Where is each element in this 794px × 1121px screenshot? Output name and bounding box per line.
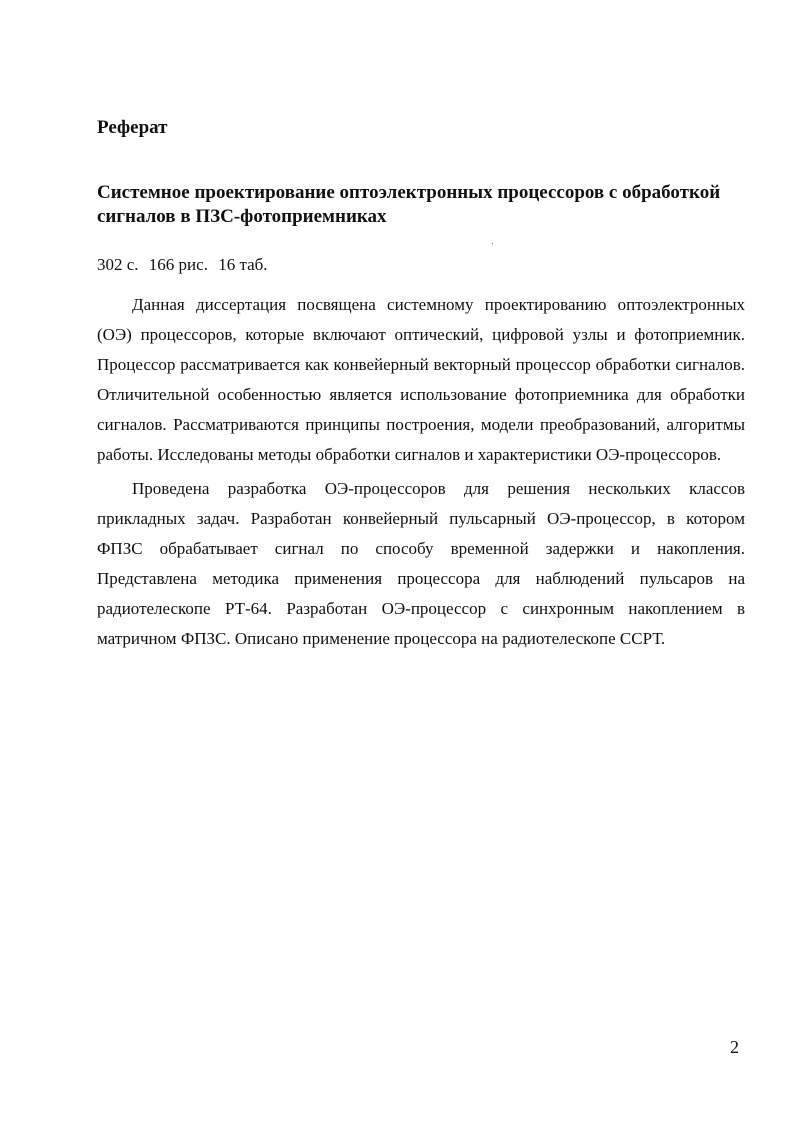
page-count: 302 с. bbox=[97, 255, 139, 274]
section-heading: Реферат bbox=[97, 117, 168, 138]
table-count: 16 таб. bbox=[218, 255, 268, 274]
abstract-paragraph-1: Данная диссертация посвящена системному проектированию оптоэлектронных (ОЭ) процессоров, которые включают оптический, цифровой узлы и фотоприемник. Процессор рассматривается как конвейерный векторный процессор обработки сигналов. Отличительной особенностью является использование фотоприемника для обработки сигналов. Рассматриваются принципы построения, модели преобразований, алгоритмы работы. Исследованы методы обработки сигналов и характеристики ОЭ-процессоров. bbox=[97, 295, 745, 464]
document-meta bbox=[97, 255, 274, 275]
document-title: Системное проектирование оптоэлектронных процессоров с обработкой сигналов в ПЗС-фотоприемниках bbox=[97, 182, 721, 227]
scan-speck bbox=[492, 243, 493, 244]
abstract-body bbox=[97, 290, 745, 654]
page-number: 2 bbox=[730, 1037, 739, 1057]
abstract-paragraph-2: Проведена разработка ОЭ-процессоров для решения нескольких классов прикладных задач. Разработан конвейерный пульсарный ОЭ-процессор, в котором ФПЗС обрабатывает сигнал по способу временной задержки и накопления. Представлена методика применения процессора для наблюдений пульсаров на радиотелескопе РТ-64. Разработан ОЭ-процессор с синхронным накоплением в матричном ФПЗС. Описано применение процессора на радиотелескопе ССРТ. bbox=[97, 479, 745, 648]
figure-count: 166 рис. bbox=[148, 255, 208, 274]
